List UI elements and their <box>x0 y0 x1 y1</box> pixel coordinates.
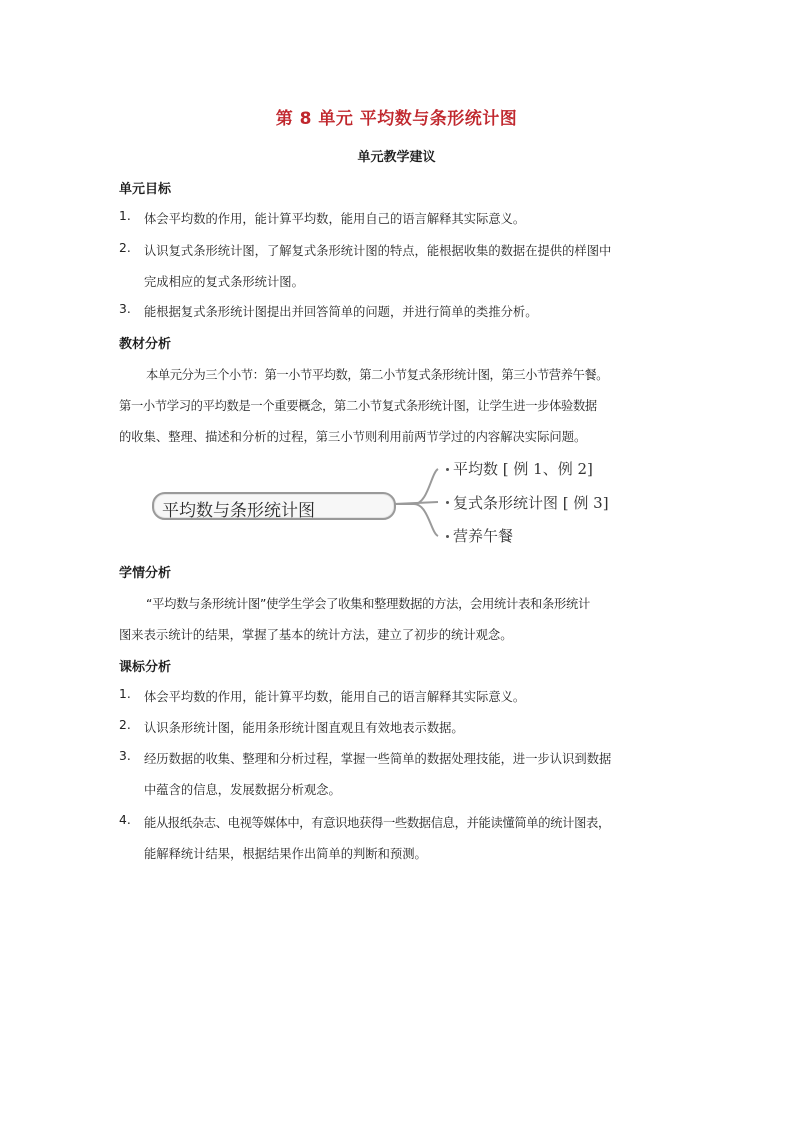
list-number: 2. <box>119 718 131 732</box>
list-item-text: 能根据复式条形统计图提出并回答简单的问题，并进行简单的类推分析。 <box>144 305 538 319</box>
list-item-text: 经历数据的收集、整理和分析过程，掌握一些简单的数据处理技能，进一步认识到数据 <box>144 752 612 766</box>
paragraph-line: 图来表示统计的结果，掌握了基本的统计方法，建立了初步的统计观念。 <box>119 628 513 642</box>
bullet-dot-icon <box>446 535 449 538</box>
paragraph-line: “平均数与条形统计图”使学生学会了收集和整理数据的方法，会用统计表和条形统计 <box>146 597 591 611</box>
list-item-text: 体会平均数的作用，能计算平均数，能用自己的语言解释其实际意义。 <box>144 690 526 704</box>
list-item-text: 体会平均数的作用，能计算平均数，能用自己的语言解释其实际意义。 <box>144 212 526 226</box>
page-subtitle: 单元教学建议 <box>357 150 436 165</box>
mindmap-root-label: 平均数与条形统计图 <box>162 501 315 521</box>
list-item-text: 完成相应的复式条形统计图。 <box>144 275 304 289</box>
list-number: 1. <box>119 209 131 223</box>
page-title: 第 8 单元 平均数与条形统计图 <box>275 109 518 129</box>
paragraph-line: 的收集、整理、描述和分析的过程，第三小节则利用前两节学过的内容解决实际问题。 <box>119 430 587 444</box>
list-item-text: 能解释统计结果，根据结果作出简单的判断和预测。 <box>144 847 427 861</box>
mindmap-branch: 复式条形统计图 [ 例 3] <box>453 494 609 512</box>
list-number: 4. <box>119 813 131 827</box>
section-heading-curriculum-analysis: 课标分析 <box>119 660 172 675</box>
list-item-text: 认识复式条形统计图，了解复式条形统计图的特点，能根据收集的数据在提供的样图中 <box>144 244 612 258</box>
mindmap-branch: 平均数 [ 例 1、例 2] <box>453 460 593 478</box>
list-number: 2. <box>119 241 131 255</box>
bullet-dot-icon <box>446 468 449 471</box>
paragraph-line: 第一小节学习的平均数是一个重要概念，第二小节复式条形统计图，让学生进一步体验数据 <box>119 399 597 413</box>
list-item-text: 中蕴含的信息，发展数据分析观念。 <box>144 783 341 797</box>
paragraph-line: 本单元分为三个小节：第一小节平均数，第二小节复式条形统计图，第三小节营养午餐。 <box>146 368 609 382</box>
mindmap-branch: 营养午餐 <box>453 527 514 545</box>
mindmap-diagram <box>146 455 666 547</box>
list-item-text: 能从报纸杂志、电视等媒体中，有意识地获得一些数据信息，并能读懂简单的统计图表， <box>144 816 610 830</box>
section-heading-student-analysis: 学情分析 <box>119 566 172 581</box>
section-heading-unit-goals: 单元目标 <box>119 182 172 197</box>
list-number: 1. <box>119 687 131 701</box>
bullet-dot-icon <box>446 501 449 504</box>
list-number: 3. <box>119 302 131 316</box>
section-heading-textbook-analysis: 教材分析 <box>119 337 172 352</box>
list-number: 3. <box>119 749 131 763</box>
list-item-text: 认识条形统计图，能用条形统计图直观且有效地表示数据。 <box>144 721 464 735</box>
